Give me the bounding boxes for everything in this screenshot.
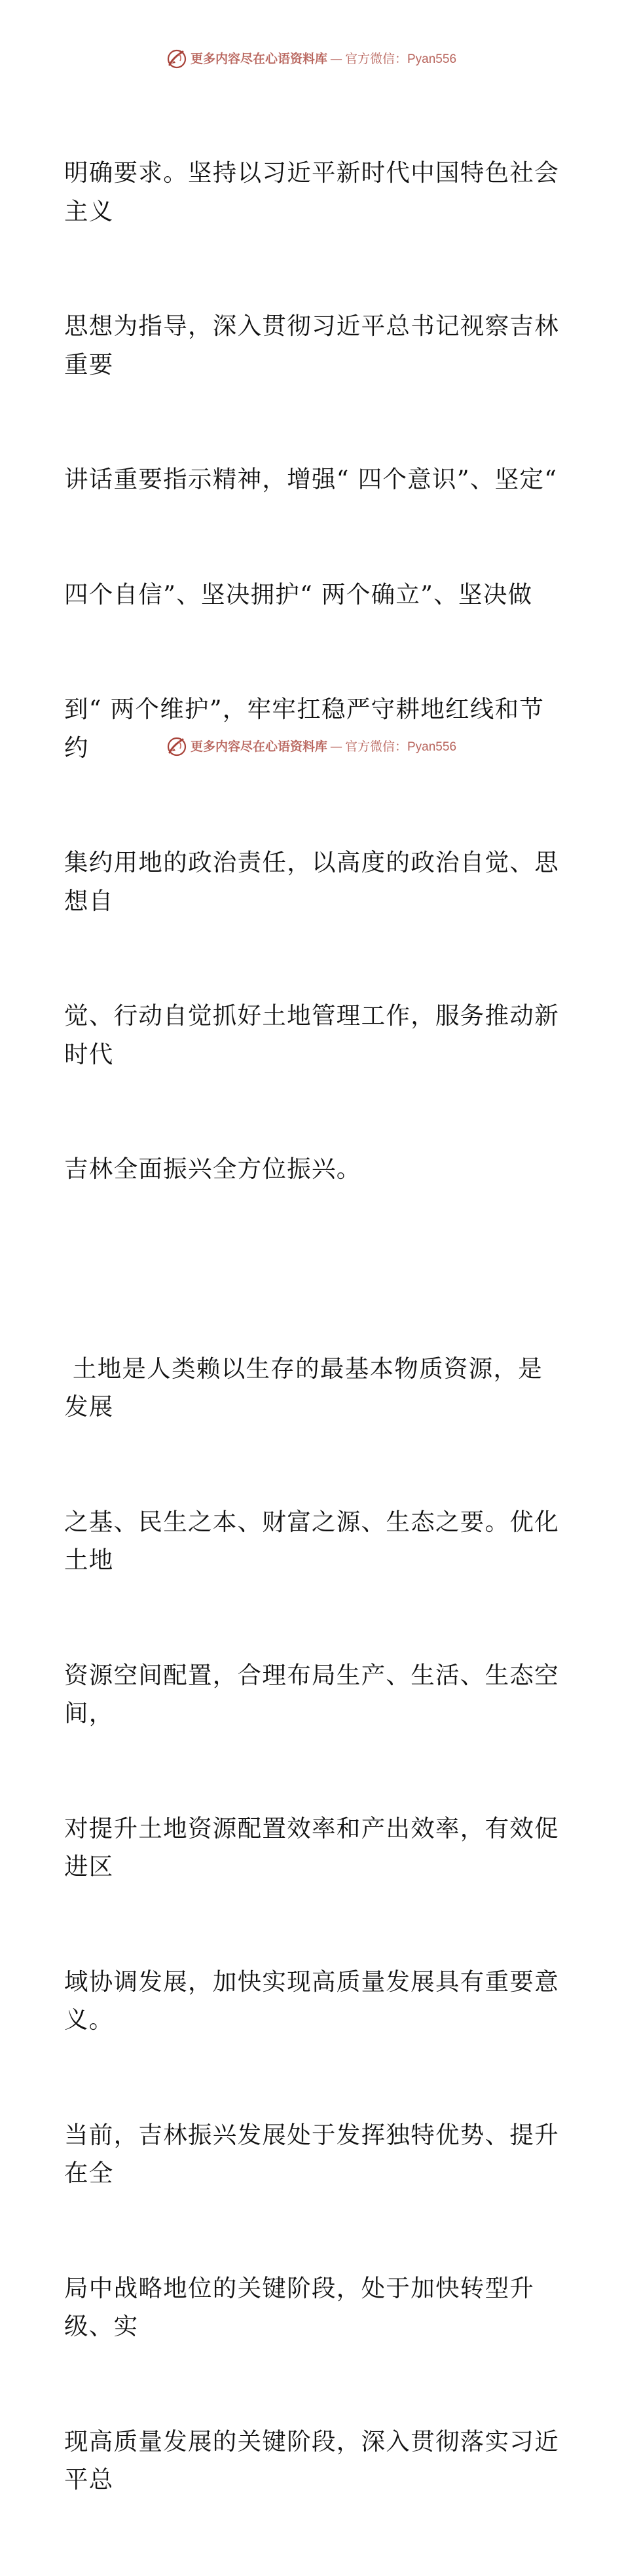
paragraph-1 (64, 77, 562, 1265)
text-line: 局中战略地位的关键阶段，处于加快转型升级、实 (64, 2273, 535, 2340)
paragraph-2 (64, 1273, 562, 2576)
watermark-contact-text: 官方微信：Pyan556 (345, 739, 457, 754)
text-line: 资源空间配置，合理布局生产、生活、生态空间， (64, 1660, 559, 1727)
text-line: 土地是人类赖以生存的最基本物质资源，是发展 (64, 1354, 543, 1421)
text-line: 思想为指导，深入贯彻习近平总书记视察吉林重要 (64, 312, 559, 379)
page-header-watermark (0, 46, 622, 72)
watermark (166, 736, 456, 758)
pen-logo-icon (166, 736, 188, 758)
text-line: 当前，吉林振兴发展处于发挥独特优势、提升在全 (64, 2120, 559, 2187)
watermark-separator: — (330, 739, 342, 754)
text-line: 之基、民生之本、财富之源、生态之要。优化土地 (64, 1507, 559, 1574)
text-line: 吉林全面振兴全方位振兴。 (64, 1155, 361, 1183)
text-line: 明确要求。坚持以习近平新时代中国特色社会主义 (64, 159, 559, 225)
watermark-site-text: 更多内容尽在心语资料库 (190, 739, 327, 754)
text-line: 现高质量发展的关键阶段，深入贯彻落实习近平总 (64, 2427, 559, 2493)
watermark-contact-text: 官方微信：Pyan556 (345, 52, 457, 66)
text-line: 域协调发展，加快实现高质量发展具有重要意义。 (64, 1967, 559, 2034)
page-footer-watermark (0, 734, 622, 760)
text-line: 四个自信”、坚决拥护“ 两个确立”、坚决做 (64, 580, 533, 608)
watermark (166, 48, 456, 70)
text-line: 讲话重要指示精神，增强“ 四个意识”、坚定“ (64, 465, 558, 493)
watermark-separator: — (330, 51, 342, 66)
pen-logo-icon (166, 48, 188, 70)
text-line: 集约用地的政治责任，以高度的政治自觉、思想自 (64, 848, 559, 915)
text-line: 对提升土地资源配置效率和产出效率，有效促进区 (64, 1814, 559, 1880)
document-body (64, 77, 562, 2576)
text-line: 觉、行动自觉抓好土地管理工作，服务推动新时代 (64, 1001, 559, 1068)
watermark-site-text: 更多内容尽在心语资料库 (190, 51, 327, 66)
text-line: 到“ 两个维护”，牢牢扛稳严守耕地红线和节约 (64, 695, 545, 762)
